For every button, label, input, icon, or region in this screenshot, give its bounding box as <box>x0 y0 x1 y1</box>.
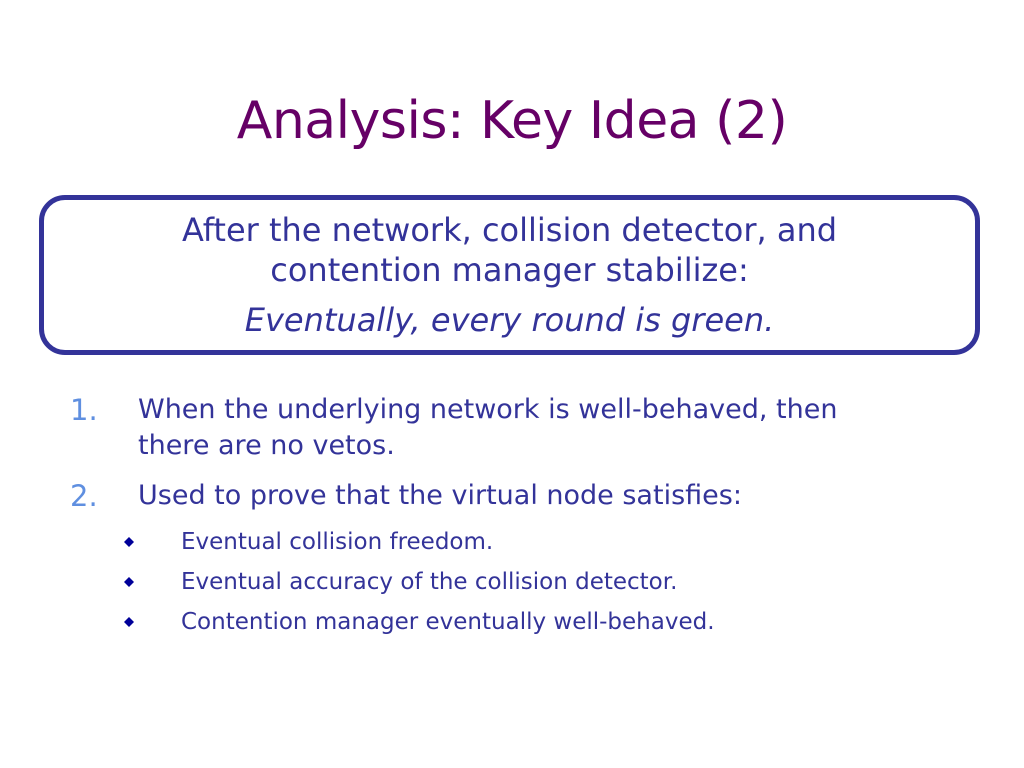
list-item-2-line-1: Used to prove that the virtual node satisfies: <box>138 480 742 511</box>
callout-line-2: contention manager stabilize: <box>270 251 749 289</box>
diamond-bullet-icon <box>124 577 134 587</box>
diamond-bullet-icon <box>124 537 134 547</box>
sub-bullet-1: Eventual collision freedom. <box>181 529 494 555</box>
list-item-1-line-1: When the underlying network is well-behaved, then <box>138 394 838 425</box>
list-number-2: 2. <box>70 479 98 513</box>
sub-bullet-3: Contention manager eventually well-behaved. <box>181 609 715 635</box>
list-item-1-line-2: there are no vetos. <box>138 430 395 461</box>
diamond-bullet-icon <box>124 617 134 627</box>
callout-line-1: After the network, collision detector, and <box>181 211 838 249</box>
sub-bullet-2: Eventual accuracy of the collision detector. <box>181 569 678 595</box>
callout-emphasis: Eventually, every round is green. <box>244 301 775 339</box>
list-number-1: 1. <box>70 393 98 427</box>
slide-title: Analysis: Key Idea (2) <box>236 91 788 151</box>
